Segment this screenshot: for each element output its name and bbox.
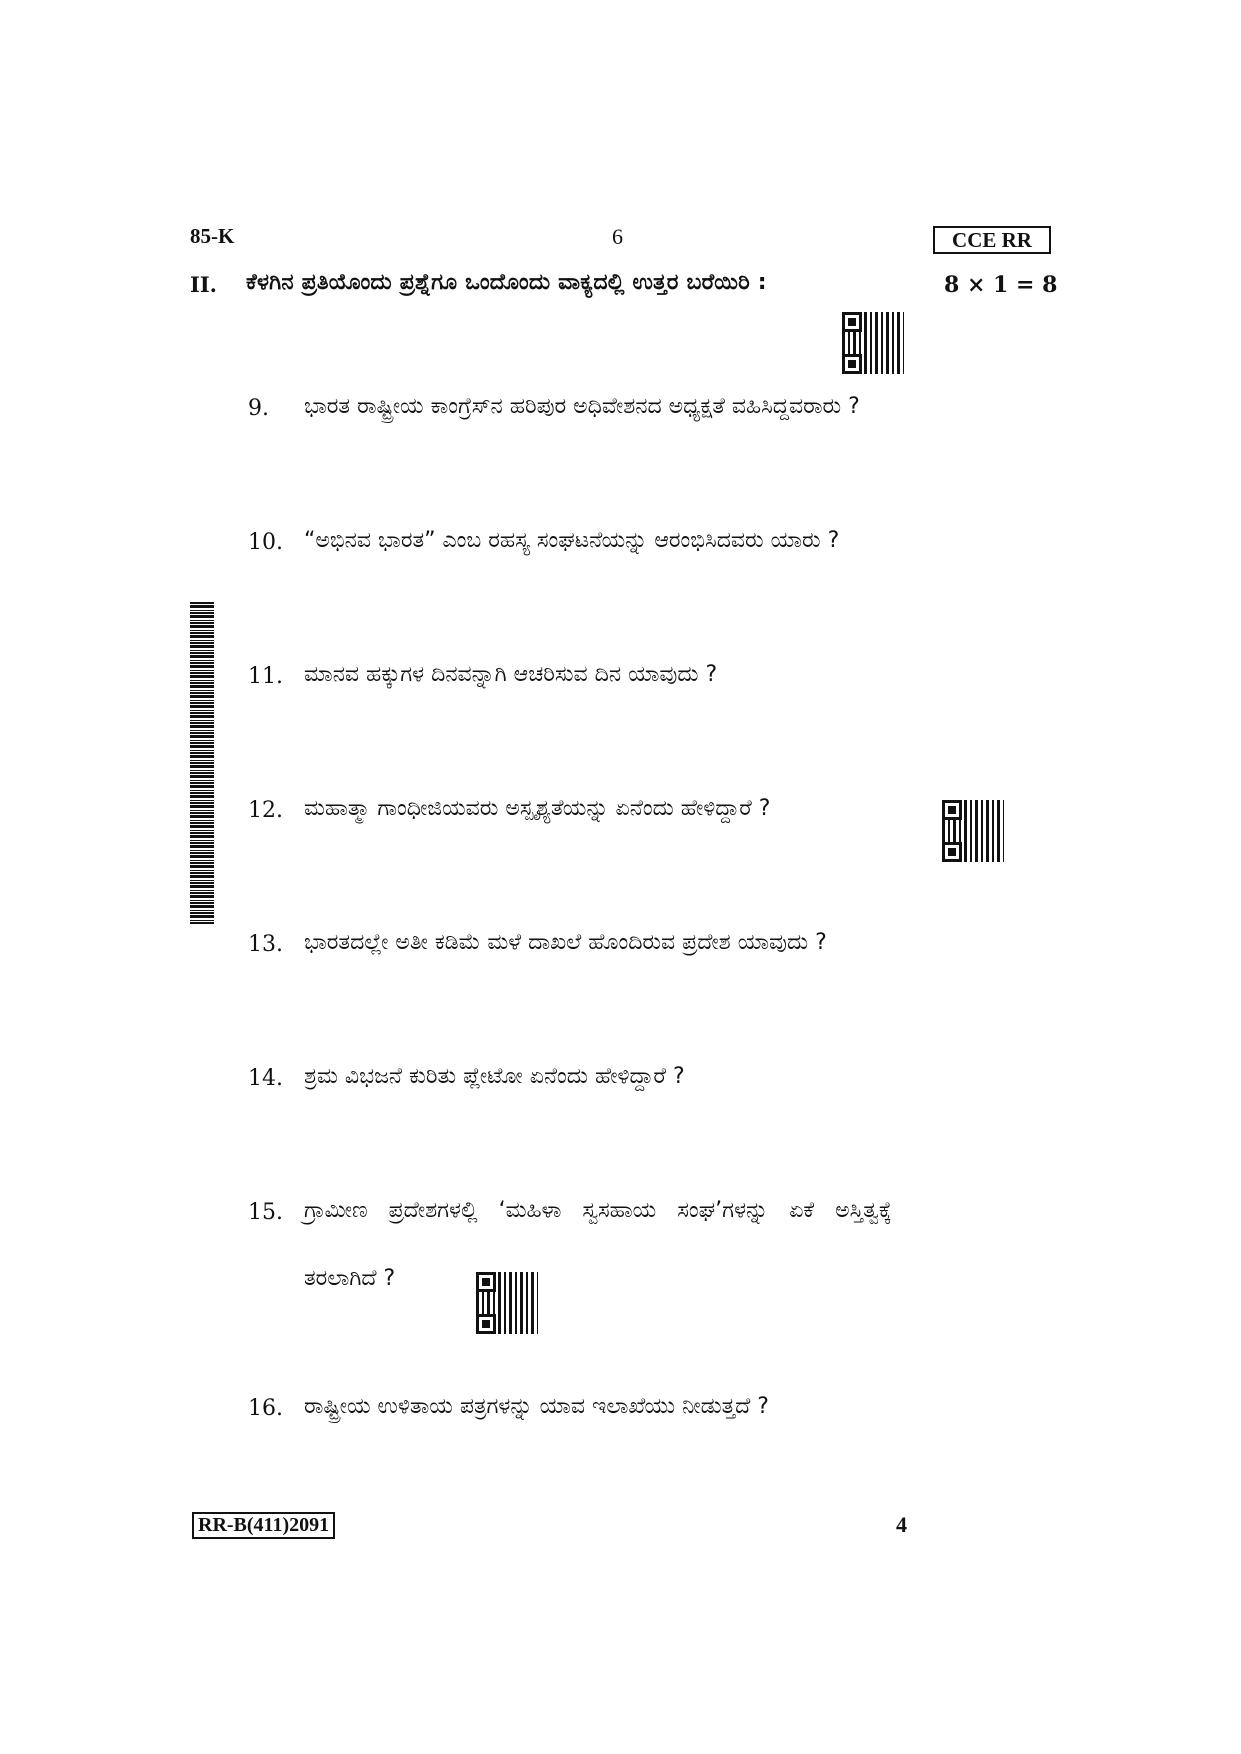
footer-code-box: RR-B(411)2091 <box>192 1512 335 1539</box>
question-text: ಗ್ರಾಮೀಣ ಪ್ರದೇಶಗಳಲ್ಲಿ ‘ಮಹಿಳಾ ಸ್ವಸಹಾಯ ಸಂಘ’ಗಳನ್ನು ಏಕೆ ಅಸ್ತಿತ್ವಕ್ಕೆ <box>304 1198 892 1223</box>
paper-code: 85-K <box>190 224 235 248</box>
barcode-strip <box>190 602 214 924</box>
question-text: ಭಾರತ ರಾಷ್ಟ್ರೀಯ ಕಾಂಗ್ರೆಸ್‌ನ ಹರಿಪುರ ಅಧಿವೇಶನದ ಅಧ್ಯಕ್ಷತೆ ವಹಿಸಿದ್ದವರಾರು ? <box>304 394 860 419</box>
series-box: CCE RR <box>933 226 1051 254</box>
question-text: ಮಹಾತ್ಮಾ ಗಾಂಧೀಜಿಯವರು ಅಸ್ಪೃಶ್ಯತೆಯನ್ನು ಏನೆಂದು ಹೇಳಿದ್ದಾರೆ ? <box>304 796 771 821</box>
question-number: 10. <box>248 530 283 555</box>
question-text: ರಾಷ್ಟ್ರೀಯ ಉಳಿತಾಯ ಪತ್ರಗಳನ್ನು ಯಾವ ಇಲಾಖೆಯು ನೀಡುತ್ತದೆ ? <box>304 1394 769 1419</box>
question-text: ಮಾನವ ಹಕ್ಕುಗಳ ದಿನವನ್ನಾಗಿ ಆಚರಿಸುವ ದಿನ ಯಾವುದು ? <box>304 662 718 687</box>
question-text: ಶ್ರಮ ವಿಭಜನೆ ಕುರಿತು ಪ್ಲೇಟೋ ಏನೆಂದು ಹೇಳಿದ್ದಾರೆ ? <box>304 1064 685 1089</box>
page-number-top: 6 <box>612 224 623 249</box>
section-instruction: ಕೆಳಗಿನ ಪ್ರತಿಯೊಂದು ಪ್ರಶ್ನೆಗೂ ಒಂದೊಂದು ವಾಕ್ಯದಲ್ಲಿ ಉತ್ತರ ಬರೆಯಿರಿ : <box>246 270 767 295</box>
question-text: ಭಾರತದಲ್ಲೇ ಅತೀ ಕಡಿಮೆ ಮಳೆ ದಾಖಲೆ ಹೊಂದಿರುವ ಪ್ರದೇಶ ಯಾವುದು ? <box>304 930 827 955</box>
question-number: 13. <box>248 932 283 957</box>
qr-code-q12 <box>942 800 1004 862</box>
question-number: 11. <box>248 664 283 689</box>
question-number: 9. <box>248 396 269 421</box>
question-text: “ಅಭಿನವ ಭಾರತ” ಎಂಬ ರಹಸ್ಯ ಸಂಘಟನೆಯನ್ನು ಆರಂಭಿಸಿದವರು ಯಾರು ? <box>304 528 840 553</box>
question-number: 15. <box>248 1200 283 1225</box>
question-number: 12. <box>248 798 283 823</box>
question-text-continuation: ತರಲಾಗಿದೆ ? <box>304 1266 396 1291</box>
question-number: 16. <box>248 1396 283 1421</box>
footer-page-number: 4 <box>896 1512 907 1537</box>
qr-code-q15 <box>476 1272 538 1334</box>
qr-code-section <box>842 312 904 374</box>
section-number: II. <box>190 272 217 297</box>
section-marks: 8 × 1 = 8 <box>944 272 1058 298</box>
question-number: 14. <box>248 1066 283 1091</box>
